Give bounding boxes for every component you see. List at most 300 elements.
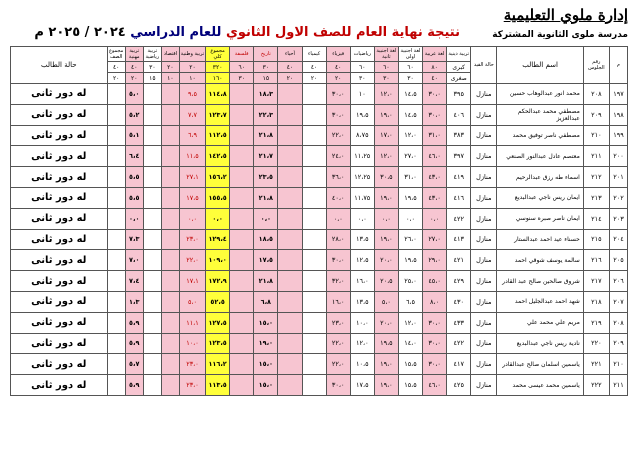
row-number-cell: ٢١١	[609, 375, 627, 396]
arabic-grade-cell: ٣٠،٠	[423, 84, 447, 105]
pe-grade-cell	[143, 375, 161, 396]
biology-grade-cell	[278, 291, 302, 312]
enrollment-case-cell: منازل	[471, 375, 497, 396]
religion-grade-cell: ٣٩٥	[447, 84, 471, 105]
student-row	[11, 208, 628, 229]
pe-grade-cell	[143, 229, 161, 250]
total-grade-cell: ١٢٩،٤	[206, 229, 230, 250]
arabic-grade-cell: ٠،٠	[423, 208, 447, 229]
total-grade-cell: ١١٤،٨	[206, 84, 230, 105]
max-mark: ٢٠	[161, 62, 179, 73]
economics-grade-cell	[161, 354, 179, 375]
enrollment-case-cell: منازل	[471, 354, 497, 375]
total-grade-cell: ١١٦،٢	[206, 354, 230, 375]
foreign2-grade-cell: ١٩،٠	[374, 375, 398, 396]
total-grade-cell: ١٢٣،٧	[206, 104, 230, 125]
biology-grade-cell	[278, 104, 302, 125]
math-grade-cell: ١٠	[350, 84, 374, 105]
min-mark: ١٥	[254, 73, 278, 84]
arabic-grade-cell: ٤٦،٠	[423, 375, 447, 396]
physics-grade-cell: ٣٠،٠	[326, 84, 350, 105]
foreign1-grade-cell: ٠،٠	[398, 208, 422, 229]
student-row	[11, 333, 628, 354]
philosophy-grade-cell	[230, 229, 254, 250]
foreign2-grade-cell: ٢٠،٥	[374, 271, 398, 292]
student-name-cell: اسماء طه رزق عبدالرحيم	[497, 167, 583, 188]
chemistry-grade-cell	[302, 187, 326, 208]
enrollment-case-cell: منازل	[471, 333, 497, 354]
philosophy-grade-cell	[230, 333, 254, 354]
seat-number-cell: ٢٢٠	[583, 333, 609, 354]
row-number-cell: ١٩٧	[609, 84, 627, 105]
enrollment-case-cell: منازل	[471, 167, 497, 188]
student-status-cell: له دور ثانى	[11, 229, 108, 250]
citizenship-grade-cell: ٦،٩	[179, 125, 205, 146]
religion-grade-cell: ٤٢٩	[447, 271, 471, 292]
total-grade-cell: ١٥٦،٢	[206, 167, 230, 188]
pe-grade-cell	[143, 250, 161, 271]
pe-grade-cell	[143, 354, 161, 375]
pe-grade-cell	[143, 146, 161, 167]
max-mark: ٤٠	[278, 62, 302, 73]
citizenship-grade-cell: ٢٣،٠	[179, 375, 205, 396]
physics-grade-cell: ٣٠،٠	[326, 250, 350, 271]
arabic-grade-cell: ٣٠،٠	[423, 312, 447, 333]
arabic-grade-cell: ٤٣،٠	[423, 187, 447, 208]
seat-number-cell: ٢٠٨	[583, 84, 609, 105]
history-grade-cell: ٢٣،٥	[254, 167, 278, 188]
biology-grade-cell	[278, 125, 302, 146]
col-citizenship: تربية وطنية	[179, 47, 205, 62]
student-name-cell: ايمان ريس ناجي عبدالبديع	[497, 187, 583, 208]
fail-sum-cell	[107, 375, 125, 396]
foreign1-grade-cell: ٢٦،٠	[398, 229, 422, 250]
arabic-grade-cell: ٣٠،٠	[423, 354, 447, 375]
student-row	[11, 125, 628, 146]
arabic-grade-cell: ٣٠،٠	[423, 104, 447, 125]
col-vocational: تربية مهنية	[125, 47, 143, 62]
philosophy-grade-cell	[230, 271, 254, 292]
pe-grade-cell	[143, 271, 161, 292]
header-block	[492, 6, 628, 40]
enrollment-case-cell: منازل	[471, 271, 497, 292]
math-grade-cell: ٨،٧٥	[350, 125, 374, 146]
biology-grade-cell	[278, 208, 302, 229]
pe-grade-cell	[143, 125, 161, 146]
student-status-cell: له دور ثانى	[11, 291, 108, 312]
history-grade-cell: ١٧،٥	[254, 250, 278, 271]
citizenship-grade-cell: ١١،١	[179, 312, 205, 333]
economics-grade-cell	[161, 250, 179, 271]
citizenship-grade-cell: ٠،٠	[179, 208, 205, 229]
row-number-cell: ١٩٨	[609, 104, 627, 125]
foreign2-grade-cell: ٢٠،٠	[374, 312, 398, 333]
history-grade-cell: ٠،٠	[254, 208, 278, 229]
student-row	[11, 250, 628, 271]
fail-sum-cell	[107, 84, 125, 105]
citizenship-grade-cell: ١٧،١	[179, 271, 205, 292]
foreign2-grade-cell: ١٩،٠	[374, 104, 398, 125]
max-mark: ٣٠	[143, 62, 161, 73]
min-mark: ٣٠	[230, 73, 254, 84]
history-grade-cell: ٢١،٨	[254, 187, 278, 208]
biology-grade-cell	[278, 375, 302, 396]
enrollment-case-cell: منازل	[471, 187, 497, 208]
max-mark: ٣٠	[254, 62, 278, 73]
col-seat: رقم الجلوس	[583, 47, 609, 84]
citizenship-grade-cell: ٢٧،١	[179, 167, 205, 188]
physics-grade-cell: ٢٣،٠	[326, 312, 350, 333]
pe-grade-cell	[143, 291, 161, 312]
total-grade-cell: ٥٢،٥	[206, 291, 230, 312]
max-label: كبرى	[447, 62, 471, 73]
vocational-grade-cell: ٥،٢	[125, 104, 143, 125]
vocational-grade-cell: ٥،٩	[125, 333, 143, 354]
foreign1-grade-cell: ١٩،٥	[398, 250, 422, 271]
row-number-cell: ٢٠٨	[609, 312, 627, 333]
max-mark: ٢٠	[179, 62, 205, 73]
vocational-grade-cell: ٥،١	[125, 125, 143, 146]
philosophy-grade-cell	[230, 187, 254, 208]
min-mark: ٣٠	[374, 73, 398, 84]
economics-grade-cell	[161, 312, 179, 333]
min-mark: ١٥	[143, 73, 161, 84]
foreign1-grade-cell: ٢٥،٠	[398, 271, 422, 292]
philosophy-grade-cell	[230, 84, 254, 105]
max-mark: ٨٠	[423, 62, 447, 73]
row-number-cell: ٢٠٧	[609, 291, 627, 312]
row-number-cell: ٢٠٣	[609, 208, 627, 229]
row-number-cell: ٢٠٦	[609, 271, 627, 292]
religion-grade-cell: ٤٠٦	[447, 104, 471, 125]
religion-grade-cell: ٤٢٥	[447, 375, 471, 396]
administration-title: إدارة ملوي التعليمية	[503, 6, 628, 24]
foreign1-grade-cell: ١٩،٥	[398, 187, 422, 208]
enrollment-case-cell: منازل	[471, 125, 497, 146]
col-m: م	[609, 47, 627, 84]
row-number-cell: ٢٠٤	[609, 229, 627, 250]
history-grade-cell: ١٥،٠	[254, 375, 278, 396]
results-table	[10, 46, 628, 396]
student-status-cell: له دور ثانى	[11, 208, 108, 229]
fail-sum-cell	[107, 229, 125, 250]
foreign1-grade-cell: ١٤،٠	[398, 333, 422, 354]
foreign1-grade-cell: ١٤،٥	[398, 84, 422, 105]
row-number-cell: ٢٠٢	[609, 187, 627, 208]
religion-grade-cell: ٤١٣	[447, 229, 471, 250]
pe-grade-cell	[143, 167, 161, 188]
pe-grade-cell	[143, 104, 161, 125]
foreign1-grade-cell: ١٢،٠	[398, 312, 422, 333]
foreign1-grade-cell: ٣١،٠	[398, 167, 422, 188]
row-number-cell: ٢٠٩	[609, 333, 627, 354]
chemistry-grade-cell	[302, 208, 326, 229]
chemistry-grade-cell	[302, 354, 326, 375]
enrollment-case-cell: منازل	[471, 208, 497, 229]
student-status-cell: له دور ثانى	[11, 312, 108, 333]
enrollment-case-cell: منازل	[471, 229, 497, 250]
math-grade-cell: ١٣،٥	[350, 229, 374, 250]
col-total: مجموع كلي	[206, 47, 230, 62]
col-math: رياضيات	[350, 47, 374, 62]
enrollment-case-cell: منازل	[471, 291, 497, 312]
foreign2-grade-cell: ١٢،٠	[374, 146, 398, 167]
col-biology: أحياء	[278, 47, 302, 62]
math-grade-cell: ١٠،٠	[350, 312, 374, 333]
philosophy-grade-cell	[230, 375, 254, 396]
math-grade-cell: ١٢،٠	[350, 333, 374, 354]
foreign1-grade-cell: ١٤،٥	[398, 104, 422, 125]
chemistry-grade-cell	[302, 291, 326, 312]
citizenship-grade-cell: ١٠،٠	[179, 333, 205, 354]
col-arabic: لغة عربية	[423, 47, 447, 62]
vocational-grade-cell: ٥،٧	[125, 354, 143, 375]
row-number-cell: ١٩٩	[609, 125, 627, 146]
arabic-grade-cell: ٤٣،٠	[423, 167, 447, 188]
total-grade-cell: ١٧٢،٩	[206, 271, 230, 292]
fail-sum-cell	[107, 333, 125, 354]
chemistry-grade-cell	[302, 312, 326, 333]
fail-sum-cell	[107, 167, 125, 188]
economics-grade-cell	[161, 271, 179, 292]
student-row	[11, 187, 628, 208]
student-status-cell: له دور ثانى	[11, 354, 108, 375]
col-history: تاريخ	[254, 47, 278, 62]
max-mark: ٤٠	[125, 62, 143, 73]
student-name-cell: ياسمين محمد عيسى محمد	[497, 375, 583, 396]
pe-grade-cell	[143, 84, 161, 105]
col-physics: فيزياء	[326, 47, 350, 62]
student-row	[11, 146, 628, 167]
physics-grade-cell: ٣٦،٠	[326, 167, 350, 188]
seat-number-cell: ٢١١	[583, 146, 609, 167]
seat-number-cell: ٢١٠	[583, 125, 609, 146]
student-row	[11, 84, 628, 105]
total-grade-cell: ١٤٢،٥	[206, 146, 230, 167]
min-mark: ١٠	[179, 73, 205, 84]
max-mark: ٤٠	[302, 62, 326, 73]
religion-grade-cell: ٤١٦	[447, 187, 471, 208]
vocational-grade-cell: ٧،٠	[125, 250, 143, 271]
student-row	[11, 312, 628, 333]
chemistry-grade-cell	[302, 104, 326, 125]
student-status-cell: له دور ثانى	[11, 375, 108, 396]
fail-sum-cell	[107, 146, 125, 167]
student-name-cell: مصطفي ناصر توفيق محمد	[497, 125, 583, 146]
row-number-cell: ٢٠١	[609, 167, 627, 188]
economics-grade-cell	[161, 291, 179, 312]
student-row	[11, 271, 628, 292]
col-name: اسم الطالب	[497, 47, 583, 84]
foreign1-grade-cell: ١٥،٥	[398, 375, 422, 396]
enrollment-case-cell: منازل	[471, 250, 497, 271]
pe-grade-cell	[143, 187, 161, 208]
student-status-cell: له دور ثانى	[11, 125, 108, 146]
student-status-cell: له دور ثانى	[11, 271, 108, 292]
row-number-cell: ٢٠٥	[609, 250, 627, 271]
student-name-cell: مصطفي محمد عبدالحكم عبدالعزيز	[497, 104, 583, 125]
pe-grade-cell	[143, 333, 161, 354]
title-part-2: للعام الدراسي	[130, 25, 222, 40]
economics-grade-cell	[161, 167, 179, 188]
student-row	[11, 104, 628, 125]
citizenship-grade-cell: ٧،٧	[179, 104, 205, 125]
total-grade-cell: ١١٢،٥	[206, 125, 230, 146]
physics-grade-cell: ٠،٠	[326, 208, 350, 229]
student-name-cell: سالمة يوسف شوقي احمد	[497, 250, 583, 271]
student-row	[11, 354, 628, 375]
chemistry-grade-cell	[302, 229, 326, 250]
col-foreign2: لغة اجنبية ثانية	[374, 47, 398, 62]
math-grade-cell: ١١،٧٥	[350, 187, 374, 208]
row-number-cell: ٢١٠	[609, 354, 627, 375]
math-grade-cell: ١٧،٥	[350, 375, 374, 396]
religion-grade-cell: ٣٩٧	[447, 146, 471, 167]
biology-grade-cell	[278, 229, 302, 250]
seat-number-cell: ٢١٩	[583, 312, 609, 333]
history-grade-cell: ٢١،٨	[254, 125, 278, 146]
student-row	[11, 291, 628, 312]
fail-sum-cell	[107, 312, 125, 333]
history-grade-cell: ٢١،٨	[254, 271, 278, 292]
philosophy-grade-cell	[230, 312, 254, 333]
vocational-grade-cell: ١،٣	[125, 291, 143, 312]
chemistry-grade-cell	[302, 271, 326, 292]
citizenship-grade-cell: ٥،٠	[179, 291, 205, 312]
fail-sum-cell	[107, 291, 125, 312]
seat-number-cell: ٢٢٢	[583, 375, 609, 396]
min-mark: ٢٠	[125, 73, 143, 84]
foreign2-grade-cell: ١٩،٥	[374, 333, 398, 354]
citizenship-grade-cell: ٩،٥	[179, 84, 205, 105]
philosophy-grade-cell	[230, 250, 254, 271]
total-grade-cell: ١٢٧،٥	[206, 312, 230, 333]
math-grade-cell: ١٩،٥	[350, 104, 374, 125]
chemistry-grade-cell	[302, 167, 326, 188]
seat-number-cell: ٢١٣	[583, 187, 609, 208]
student-name-cell: ياسمين اسلمان صالح عبدالقادر	[497, 354, 583, 375]
arabic-grade-cell: ٣٠،٠	[423, 333, 447, 354]
biology-grade-cell	[278, 167, 302, 188]
philosophy-grade-cell	[230, 354, 254, 375]
philosophy-grade-cell	[230, 167, 254, 188]
min-mark: ٢٠	[278, 73, 302, 84]
history-grade-cell: ١٨،٣	[254, 84, 278, 105]
seat-number-cell: ٢٢١	[583, 354, 609, 375]
foreign2-grade-cell: ١٩،٠	[374, 229, 398, 250]
citizenship-grade-cell: ٢٢،٠	[179, 250, 205, 271]
fail-sum-cell	[107, 354, 125, 375]
citizenship-grade-cell: ١١،٥	[179, 146, 205, 167]
chemistry-grade-cell	[302, 84, 326, 105]
min-mark: ٣٠	[398, 73, 422, 84]
chemistry-grade-cell	[302, 250, 326, 271]
col-student-status: حالة الطالب	[11, 47, 108, 84]
min-mark: ٢٠	[302, 73, 326, 84]
physics-grade-cell: ٢٤،٠	[326, 146, 350, 167]
fail-sum-cell	[107, 271, 125, 292]
religion-grade-cell: ٤٢٢	[447, 208, 471, 229]
history-grade-cell: ١٨،٥	[254, 229, 278, 250]
arabic-grade-cell: ٢٩،٠	[423, 250, 447, 271]
economics-grade-cell	[161, 187, 179, 208]
physics-grade-cell: ١٦،٠	[326, 291, 350, 312]
col-fail-sum: مجموع الصف	[108, 48, 124, 60]
max-mark: ٤٠	[326, 62, 350, 73]
student-status-cell: له دور ثانى	[11, 187, 108, 208]
foreign2-grade-cell: ٢٠،٠	[374, 250, 398, 271]
foreign2-grade-cell: ٣٠،٥	[374, 167, 398, 188]
vocational-grade-cell: ٥،٩	[125, 375, 143, 396]
enrollment-case-cell: منازل	[471, 312, 497, 333]
economics-grade-cell	[161, 375, 179, 396]
enrollment-case-cell: منازل	[471, 104, 497, 125]
student-row	[11, 375, 628, 396]
pe-grade-cell	[143, 312, 161, 333]
min-mark: ١٦٠	[206, 73, 230, 84]
history-grade-cell: ١٩،٠	[254, 333, 278, 354]
min-mark: ١٠	[161, 73, 179, 84]
foreign2-grade-cell: ١٧،٠	[374, 125, 398, 146]
seat-number-cell: ٢١٦	[583, 250, 609, 271]
religion-grade-cell: ٤٣٠	[447, 291, 471, 312]
student-name-cell: محمد انور عبدالوهاب حسين	[497, 84, 583, 105]
foreign1-grade-cell: ٢٧،٠	[398, 146, 422, 167]
seat-number-cell: ٢٠٩	[583, 104, 609, 125]
chemistry-grade-cell	[302, 125, 326, 146]
physics-grade-cell: ٢٢،٠	[326, 354, 350, 375]
philosophy-grade-cell	[230, 104, 254, 125]
student-name-cell: معتصم عادل عبدالنور الصنعي	[497, 146, 583, 167]
foreign2-grade-cell: ١٢،٠	[374, 84, 398, 105]
fail-sum-cell	[107, 187, 125, 208]
economics-grade-cell	[161, 146, 179, 167]
arabic-grade-cell: ٣١،٠	[423, 125, 447, 146]
religion-grade-cell: ٤٣٣	[447, 312, 471, 333]
seat-number-cell: ٢١٨	[583, 291, 609, 312]
min-mark: ٤٠	[423, 73, 447, 84]
col-pe: تربية رياضية	[143, 47, 161, 62]
physics-grade-cell: ٤٠،٠	[326, 187, 350, 208]
history-grade-cell: ٦،٨	[254, 291, 278, 312]
citizenship-grade-cell: ٢٣،٠	[179, 354, 205, 375]
fail-sum-cell	[107, 250, 125, 271]
religion-grade-cell: ٤٢٢	[447, 333, 471, 354]
max-mark: ٦٠	[350, 62, 374, 73]
vocational-grade-cell: ٥،٥	[125, 167, 143, 188]
arabic-grade-cell: ٤٥،٠	[423, 271, 447, 292]
history-grade-cell: ١٥،٠	[254, 312, 278, 333]
fail-sum-cell	[107, 125, 125, 146]
biology-grade-cell	[278, 333, 302, 354]
biology-grade-cell	[278, 250, 302, 271]
total-grade-cell: ١٥٥،٥	[206, 187, 230, 208]
math-grade-cell: ٠،٠	[350, 208, 374, 229]
economics-grade-cell	[161, 208, 179, 229]
philosophy-grade-cell	[230, 146, 254, 167]
foreign1-grade-cell: ٦،٥	[398, 291, 422, 312]
vocational-grade-cell: ٥،٠	[125, 84, 143, 105]
seat-number-cell: ٢١٧	[583, 271, 609, 292]
student-status-cell: له دور ثانى	[11, 167, 108, 188]
math-grade-cell: ١٣،٥	[350, 291, 374, 312]
biology-grade-cell	[278, 187, 302, 208]
religion-grade-cell: ٤١٧	[447, 354, 471, 375]
page-title	[34, 25, 460, 40]
vocational-grade-cell: ٥،٥	[125, 187, 143, 208]
student-name-cell: شهد احمد عبدالجليل احمد	[497, 291, 583, 312]
vocational-grade-cell: ٠،٠	[125, 208, 143, 229]
